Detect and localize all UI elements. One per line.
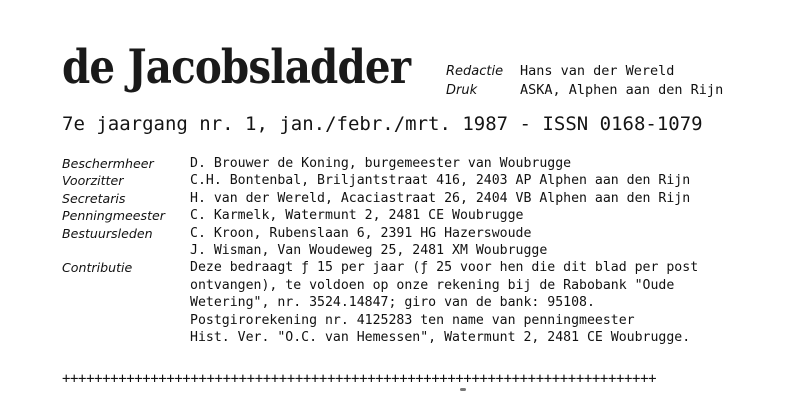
- credit-label: Redactie: [446, 64, 504, 79]
- board-row-members: [62, 225, 698, 242]
- role-label: Beschermheer: [62, 156, 154, 171]
- issue-line: 7e jaargang nr. 1, jan./febr./mrt. 1987 - ISSN 0168-1079: [62, 113, 703, 135]
- contribution-text: Wetering", nr. 3524.14847; giro van de bank: 95108.: [190, 295, 595, 311]
- board-row-contribution-cont: [62, 277, 698, 294]
- role-value: C.H. Bontenbal, Briljantstraat 416, 2403 AP Alphen aan den Rijn: [190, 173, 691, 189]
- role-label: Contributie: [62, 260, 133, 276]
- credit-value: Hans van der Wereld: [520, 63, 675, 79]
- board-row-contribution-cont: [62, 294, 698, 311]
- role-value: J. Wisman, Van Woudeweg 25, 2481 XM Woubrugge: [190, 243, 548, 259]
- role-value: C. Karmelk, Watermunt 2, 2481 CE Woubrugge: [190, 208, 524, 224]
- credit-label: Druk: [446, 83, 478, 98]
- board-row-chair: [62, 172, 698, 189]
- credit-editor: [446, 62, 723, 81]
- credit-value: ASKA, Alphen aan den Rijn: [520, 82, 724, 98]
- board-row-contribution-cont: [62, 329, 698, 346]
- role-value: D. Brouwer de Koning, burgemeester van Woubrugge: [190, 156, 572, 171]
- board-row-secretary: [62, 190, 698, 207]
- role-label: Voorzitter: [62, 173, 124, 189]
- masthead-title: de Jacobsladder: [62, 40, 411, 95]
- role-label: Penningmeester: [62, 208, 165, 224]
- board-row-contribution-cont: [62, 312, 698, 329]
- role-value: C. Kroon, Rubenslaan 6, 2391 HG Hazerswoude: [190, 225, 532, 241]
- plus-separator-line: ++++++++++++++++++++++++++++++++++++++++++++++++++++++++++++++++++++++++++: [62, 371, 657, 387]
- contribution-text: ontvangen), te voldoen op onze rekening bij de Rabobank "Oude: [190, 277, 675, 293]
- board-row-members-cont: [62, 242, 698, 259]
- board-row-treasurer: [62, 207, 698, 224]
- scan-speck: [460, 388, 466, 391]
- credits-block: [446, 62, 723, 100]
- credit-printer: [446, 81, 723, 100]
- role-label: Bestuursleden: [62, 225, 153, 241]
- board-row-contribution: [62, 259, 698, 276]
- contribution-text: Hist. Ver. "O.C. van Hemessen", Watermunt 2, 2481 CE Woubrugge.: [190, 330, 691, 346]
- role-label: Secretaris: [62, 190, 126, 206]
- board-listing: [62, 155, 698, 346]
- role-value: H. van der Wereld, Acaciastraat 26, 2404 VB Alphen aan den Rijn: [190, 190, 691, 206]
- contribution-text: Postgirorekening nr. 4125283 ten name van penningmeester: [190, 312, 635, 328]
- contribution-text: Deze bedraagt ƒ 15 per jaar (ƒ 25 voor hen die dit blad per post: [190, 260, 699, 276]
- board-row-patron: [62, 155, 698, 172]
